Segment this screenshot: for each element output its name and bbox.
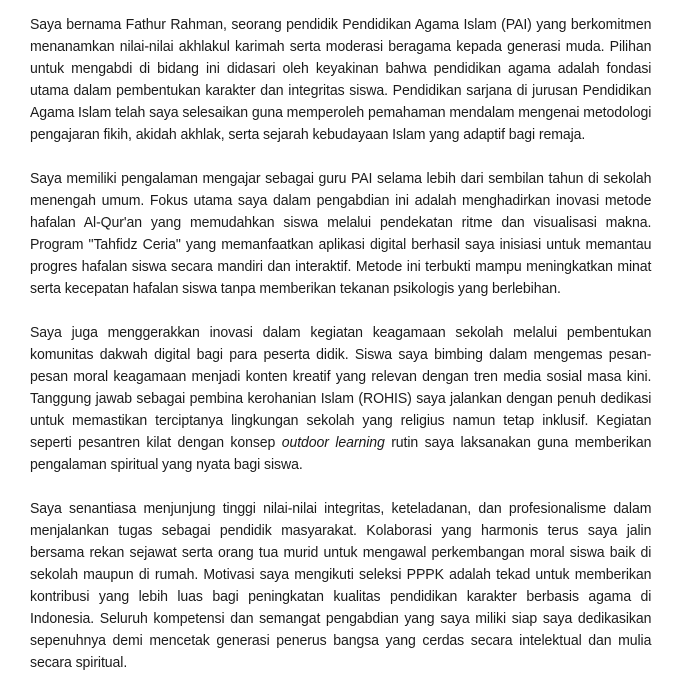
paragraph-2: Saya memiliki pengalaman mengajar sebagai guru PAI selama lebih dari sembilan tahun di sekolah menengah umum. Fokus utama saya dalam pengabdian ini adalah menghadirkan inovasi metode hafalan Al-Qur'an yang memudahkan siswa melalui pendekatan ritme dan visualisasi makna. Program "Tahfidz Ceria" yang memanfaatkan aplikasi digital berhasil saya inisiasi untuk memantau progres hafalan siswa secara mandiri dan interaktif. Metode ini terbukti mampu meningkatkan minat serta kecepatan hafalan siswa tanpa memberikan tekanan psikologis yang berlebihan.: [30, 170, 652, 297]
paragraph-1: Saya bernama Fathur Rahman, seorang pendidik Pendidikan Agama Islam (PAI) yang berkomitmen menanamkan nilai-nilai akhlakul karimah serta moderasi beragama kepada generasi muda. Pilihan untuk mengabdi di bidang ini didasari oleh keyakinan bahwa pendidikan agama adalah fondasi utama dalam pembentukan karakter dan integritas siswa. Pendidikan sarjana di jurusan Pendidikan Agama Islam telah saya selesaikan guna memperoleh pemahaman mendalam mengenai metodologi pengajaran fikih, akidah akhlak, serta sejarah kebudayaan Islam yang adaptif bagi remaja.: [30, 16, 652, 143]
paragraph-3-segment-normal-1: Saya juga menggerakkan inovasi dalam kegiatan keagamaan sekolah melalui pembentukan komunitas dakwah digital bagi para peserta didik. Siswa saya bimbing dalam mengemas pesan-pesan moral keagamaan menjadi konten kreatif yang relevan dengan tren media sosial masa kini. Tanggung jawab sebagai pembina kerohanian Islam (ROHIS) saya jalankan dengan penuh dedikasi untuk memastikan terciptanya lingkungan sekolah yang religius namun tetap inklusif. Kegiatan seperti pesantren kilat dengan konsep: [30, 324, 652, 451]
paragraph-3-segment-normal-2: rutin saya laksanakan guna memberikan pengalaman spiritual yang nyata bagi siswa.: [30, 434, 652, 473]
document-text-body: [30, 14, 651, 674]
paragraph-3-segment-italic-term: outdoor learning: [281, 434, 385, 451]
paragraph-4: Saya senantiasa menjunjung tinggi nilai-nilai integritas, keteladanan, dan profesionalisme dalam menjalankan tugas sebagai pendidik masyarakat. Kolaborasi yang harmonis terus saya jalin bersama rekan sejawat serta orang tua murid untuk mengawal perkembangan moral siswa baik di sekolah maupun di rumah. Motivasi saya mengikuti seleksi PPPK adalah tekad untuk memberikan kontribusi yang lebih luas bagi peningkatan kualitas pendidikan karakter berbasis agama di Indonesia. Seluruh kompetensi dan semangat pengabdian yang saya miliki siap saya dedikasikan sepenuhnya demi mencetak generasi penerus bangsa yang cerdas secara intelektual dan mulia secara spiritual.: [30, 500, 652, 671]
paragraph-3: [30, 322, 651, 476]
